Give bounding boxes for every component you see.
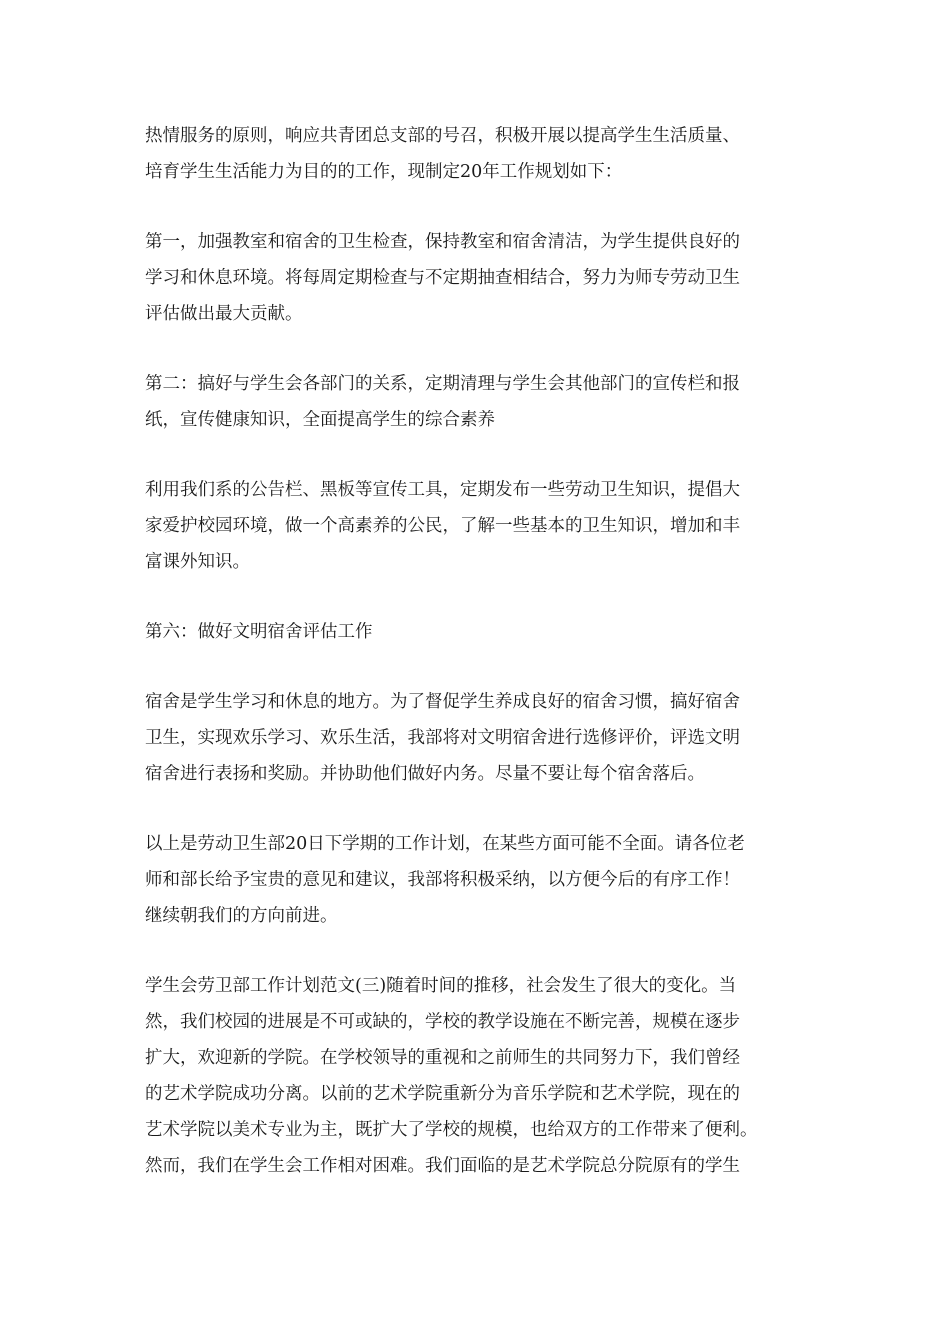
paragraph-sample-three: [145, 968, 810, 1184]
text-line: 卫生，实现欢乐学习、欢乐生活，我部将对文明宿舍进行选修评价，评选文明: [145, 728, 740, 748]
text-line: 以上是劳动卫生部20日下学期的工作计划，在某些方面可能不全面。请各位老: [145, 834, 745, 854]
paragraph-item-two: [145, 366, 810, 438]
text-line: 学生会劳卫部工作计划范文(三)随着时间的推移，社会发生了很大的变化。当: [145, 976, 737, 996]
paragraph-item-one: [145, 224, 810, 332]
paragraph-publicity: [145, 472, 810, 580]
text-line: 学习和休息环境。将每周定期检查与不定期抽查相结合，努力为师专劳动卫生: [145, 268, 740, 288]
text-line: 然而，我们在学生会工作相对困难。我们面临的是艺术学院总分院原有的学生: [145, 1156, 740, 1176]
text-line: 利用我们系的公告栏、黑板等宣传工具，定期发布一些劳动卫生知识，提倡大: [145, 480, 740, 500]
text-line: 宿舍进行表扬和奖励。并协助他们做好内务。尽量不要让每个宿舍落后。: [145, 764, 705, 784]
text-line: 家爱护校园环境，做一个高素养的公民，了解一些基本的卫生知识，增加和丰: [145, 516, 740, 536]
text-line: 评估做出最大贡献。: [145, 304, 303, 324]
text-line: 艺术学院以美术专业为主，既扩大了学校的规模，也给双方的工作带来了便利。: [145, 1120, 758, 1140]
text-line: 热情服务的原则，响应共青团总支部的号召，积极开展以提高学生生活质量、: [145, 126, 740, 146]
paragraph-intro: [145, 118, 810, 190]
text-line: 扩大，欢迎新的学院。在学校领导的重视和之前师生的共同努力下，我们曾经: [145, 1048, 740, 1068]
paragraph-item-six: [145, 614, 810, 650]
text-line: 师和部长给予宝贵的意见和建议，我部将积极采纳，以方便今后的有序工作！: [145, 870, 740, 890]
text-line: 继续朝我们的方向前进。: [145, 906, 338, 926]
paragraph-summary: [145, 826, 810, 934]
paragraph-dormitory: [145, 684, 810, 792]
text-line: 纸，宣传健康知识，全面提高学生的综合素养: [145, 410, 495, 430]
text-line: 富课外知识。: [145, 552, 250, 572]
text-line: 第六：做好文明宿舍评估工作: [145, 622, 373, 642]
text-line: 第二：搞好与学生会各部门的关系，定期清理与学生会其他部门的宣传栏和报: [145, 374, 740, 394]
text-line: 宿舍是学生学习和休息的地方。为了督促学生养成良好的宿舍习惯，搞好宿舍: [145, 692, 740, 712]
text-line: 然，我们校园的进展是不可或缺的，学校的教学设施在不断完善，规模在逐步: [145, 1012, 740, 1032]
document-body: [145, 118, 810, 1184]
text-line: 的艺术学院成功分离。以前的艺术学院重新分为音乐学院和艺术学院，现在的: [145, 1084, 740, 1104]
text-line: 第一，加强教室和宿舍的卫生检查，保持教室和宿舍清洁，为学生提供良好的: [145, 232, 740, 252]
text-line: 培育学生生活能力为目的的工作，现制定20年工作规划如下：: [145, 162, 623, 182]
